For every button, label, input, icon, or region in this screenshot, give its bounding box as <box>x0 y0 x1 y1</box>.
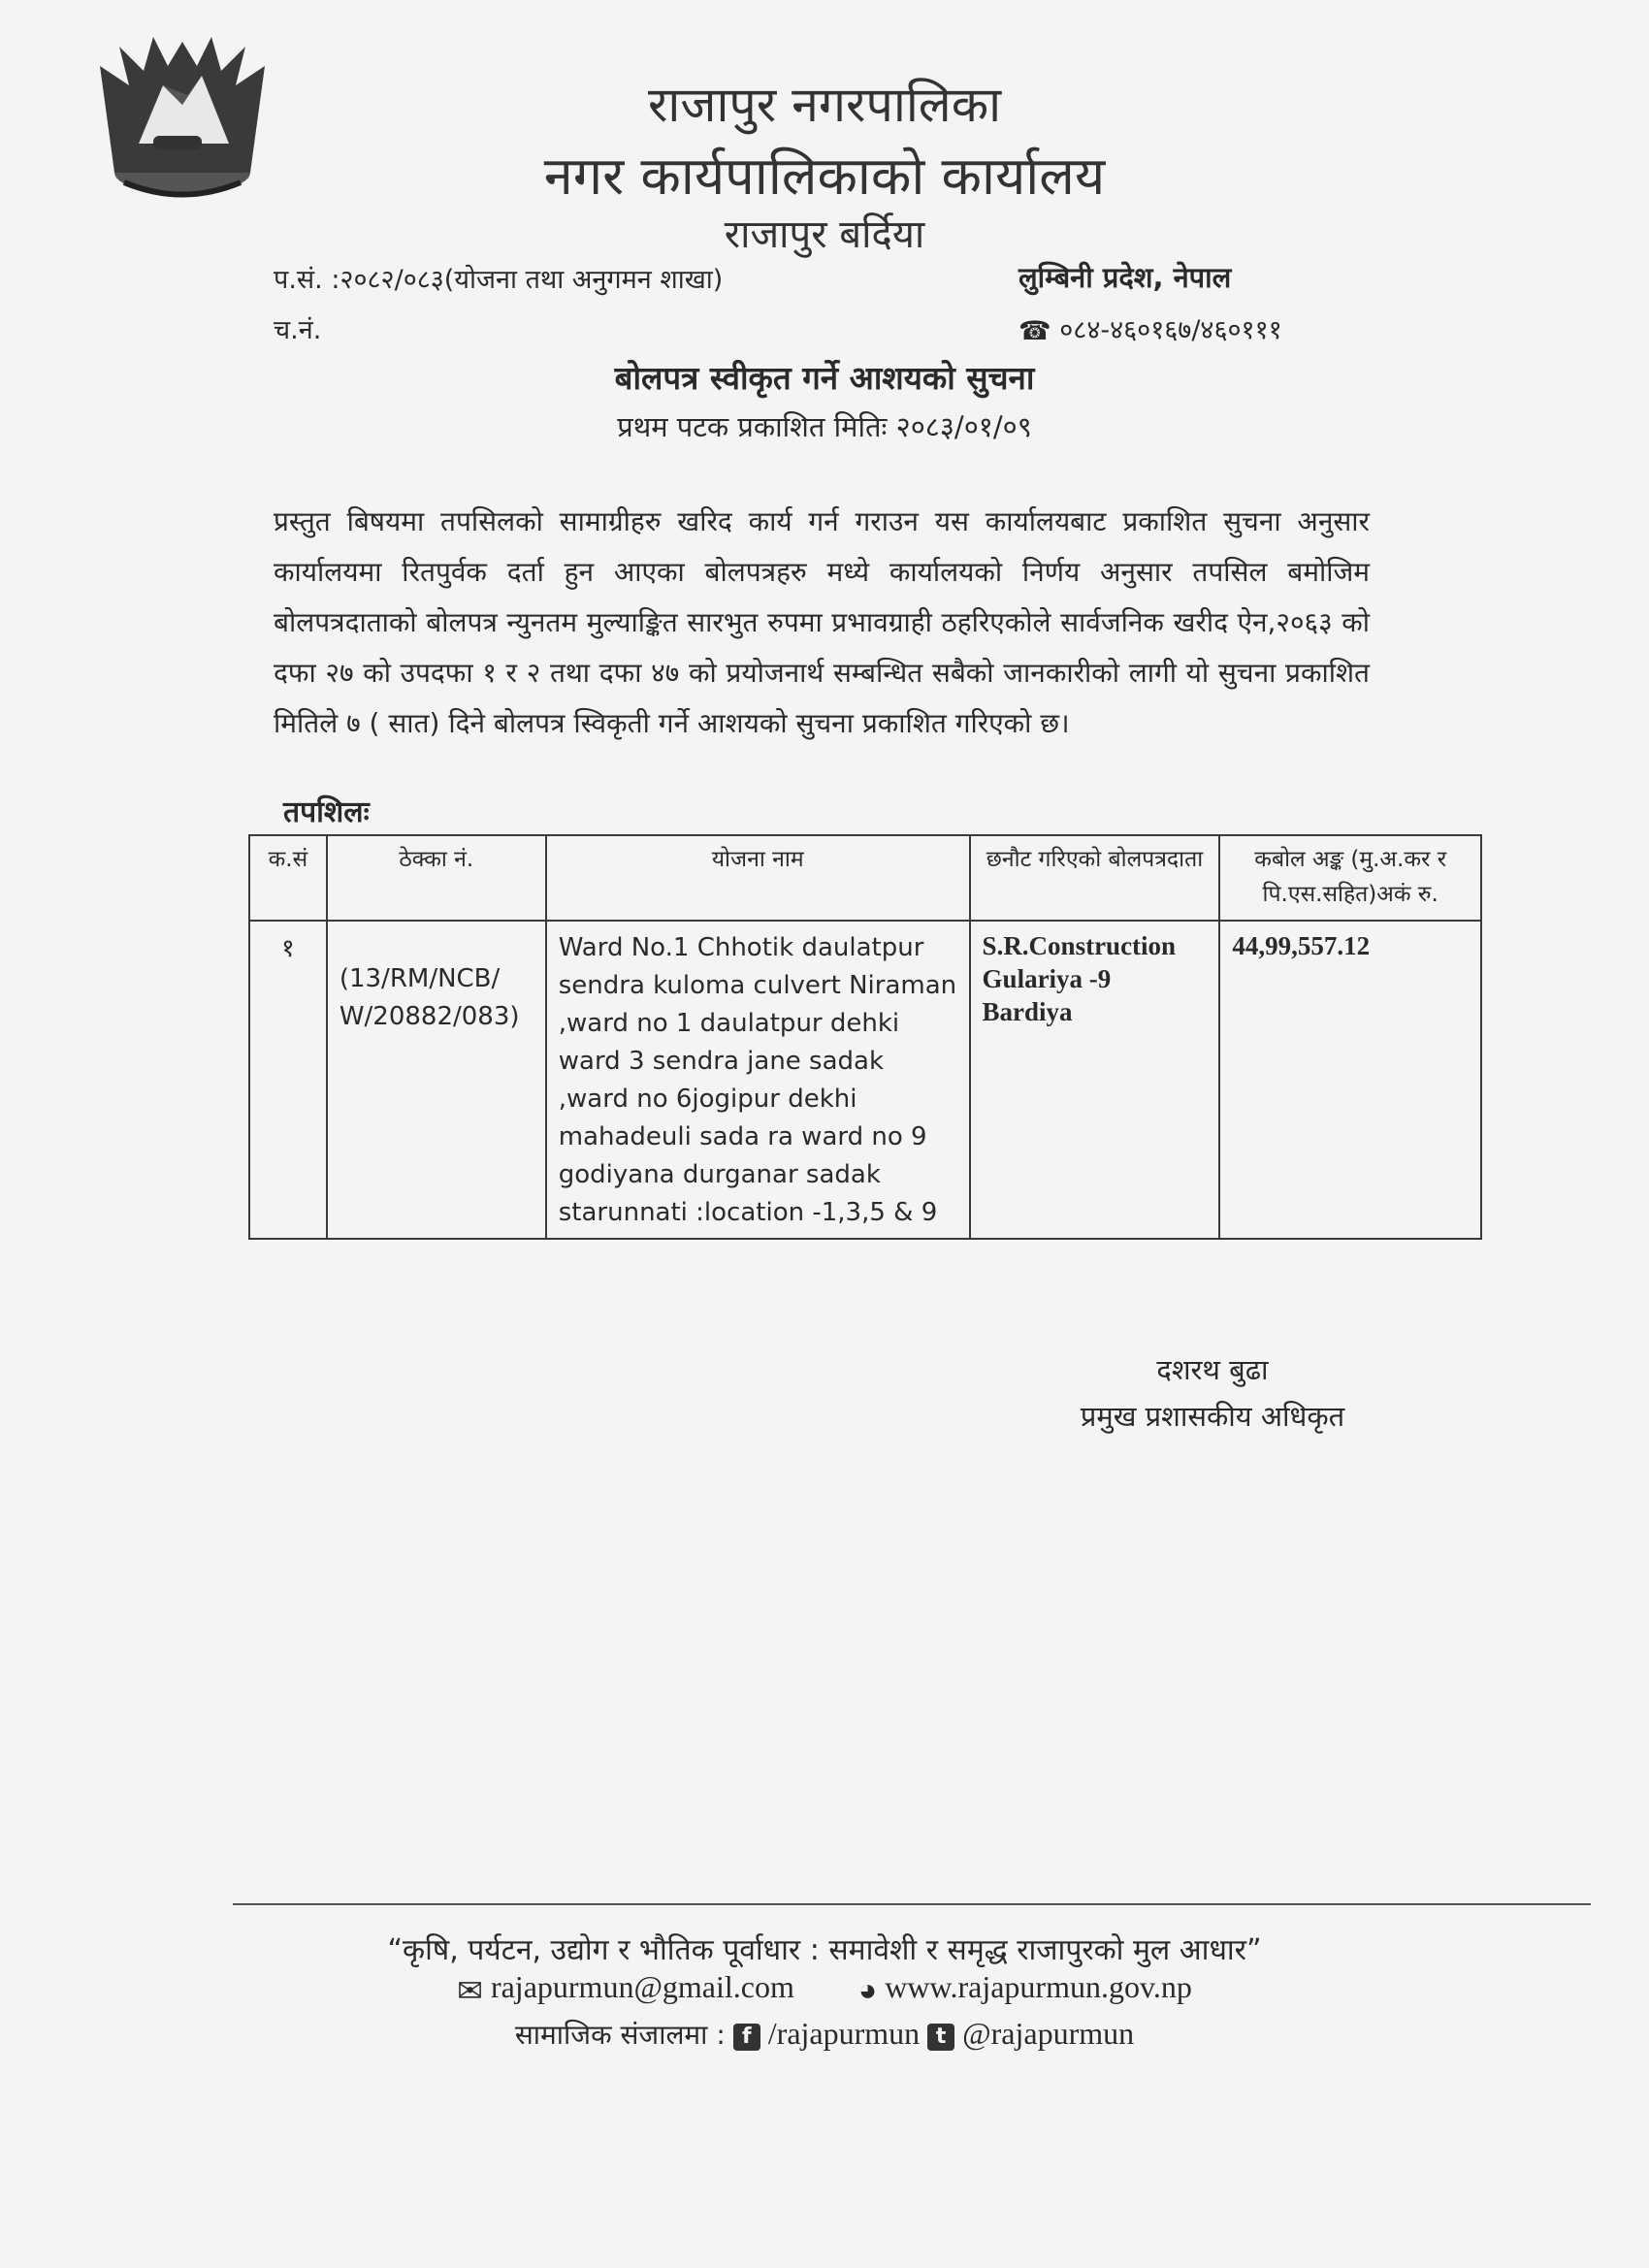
footer-social <box>0 2016 1649 2053</box>
reference-number: प.सं. :२०८२/०८३(योजना तथा अनुगमन शाखा) <box>274 265 724 295</box>
bid-table <box>248 834 1482 1240</box>
header-selected-bidder: छनौट गरिएको बोलपत्रदाता <box>970 835 1220 921</box>
globe-icon: ◕ <box>857 1972 878 2008</box>
dispatch-number: च.नं. <box>274 315 322 345</box>
cell-serial: १ <box>249 921 327 1239</box>
table-header-row <box>249 835 1481 921</box>
header-project-name: योजना नाम <box>546 835 970 921</box>
envelope-icon: ✉ <box>457 1972 483 2008</box>
facebook-handle[interactable]: /rajapurmun <box>767 2016 921 2051</box>
header-contract-no: ठेक्का नं. <box>327 835 546 921</box>
office-name: नगर कार्यपालिकाको कार्यालय <box>543 146 1106 207</box>
header-bid-amount: कबोल अङ्क (मु.अ.कर र पि.एस.सहित)अकं रु. <box>1219 835 1481 921</box>
details-label: तपशिलः <box>283 795 370 829</box>
twitter-icon: t <box>927 2024 954 2051</box>
twitter-handle[interactable]: @rajapurmun <box>962 2016 1135 2051</box>
cell-amount: 44,99,557.12 <box>1219 921 1481 1239</box>
social-label: सामाजिक संजालमा : <box>514 2019 726 2051</box>
footer-contact <box>0 1969 1649 2009</box>
header-serial: क.सं <box>249 835 327 921</box>
contract-no: (13/RM/NCB/ W/20882/083) <box>339 964 520 1031</box>
signatory-name: दशरथ बुढा <box>1156 1353 1269 1386</box>
phone-number-line <box>1018 310 1282 346</box>
first-published-date: प्रथम पटक प्रकाशित मितिः २०८३/०१/०९ <box>617 410 1032 443</box>
municipality-name: राजापुर नगरपालिका <box>647 77 1002 133</box>
footer-motto: “कृषि, पर्यटन, उद्योग र भौतिक पूर्वाधार : समावेशी र समृद्ध राजापुरको मुल आधार” <box>387 1933 1262 1967</box>
table-row <box>249 921 1481 1239</box>
signatory-designation: प्रमुख प्रशासकीय अधिकृत <box>1080 1400 1345 1433</box>
cell-contract-no <box>327 921 546 1239</box>
phone-number: ०८४-४६०१६७/४६०१११ <box>1059 315 1282 345</box>
website-link[interactable]: www.rajapurmun.gov.np <box>885 1969 1192 2004</box>
province: लुम्बिनी प्रदेश, नेपाल <box>1018 261 1232 294</box>
cell-bidder: S.R.Construction Gulariya -9 Bardiya <box>970 921 1220 1239</box>
office-location: राजापुर बर्दिया <box>724 212 925 257</box>
notice-title: बोलपत्र स्वीकृत गर्ने आशयको सुचना <box>614 359 1035 397</box>
email-link[interactable]: rajapurmun@gmail.com <box>490 1969 794 2004</box>
notice-body: प्रस्तुत बिषयमा तपसिलको सामाग्रीहरु खरिद कार्य गर्न गराउन यस कार्यालयबाट प्रकाशित सुचना अनुसार कार्यालयमा रितपुर्वक दर्ता हुन आएका बोलपत्रहरु मध्ये कार्यालयको निर्णय अनुसार तपसिल बमोजिम बोलपत्रदाताको बोलपत्र न्युनतम मुल्याङ्कित सारभुत रुपमा प्रभावग्राही ठहरिएकोले सार्वजनिक खरीद ऐन,२०६३ को दफा २७ को उपदफा १ र २ तथा दफा ४७ को प्रयोजनार्थ सम्बन्धित सबैको जानकारीको लागी यो सुचना प्रकाशित मितिले ७ ( सात) दिने बोलपत्र स्विकृती गर्ने आशयको सुचना प्रकाशित गरिएको छ। <box>274 505 1370 739</box>
telephone-icon: ☎ <box>1018 316 1051 346</box>
cell-project-name: Ward No.1 Chhotik daulatpur sendra kuloma culvert Niraman ,ward no 1 daulatpur dehki ward 3 sendra jane sadak ,ward no 6jogipur dekhi mahadeuli sada ra ward no 9 godiyana durganar sadak starunnati :location -1,3,5 & 9 <box>546 921 970 1239</box>
footer-divider <box>233 1903 1591 1905</box>
facebook-icon: f <box>733 2024 760 2051</box>
